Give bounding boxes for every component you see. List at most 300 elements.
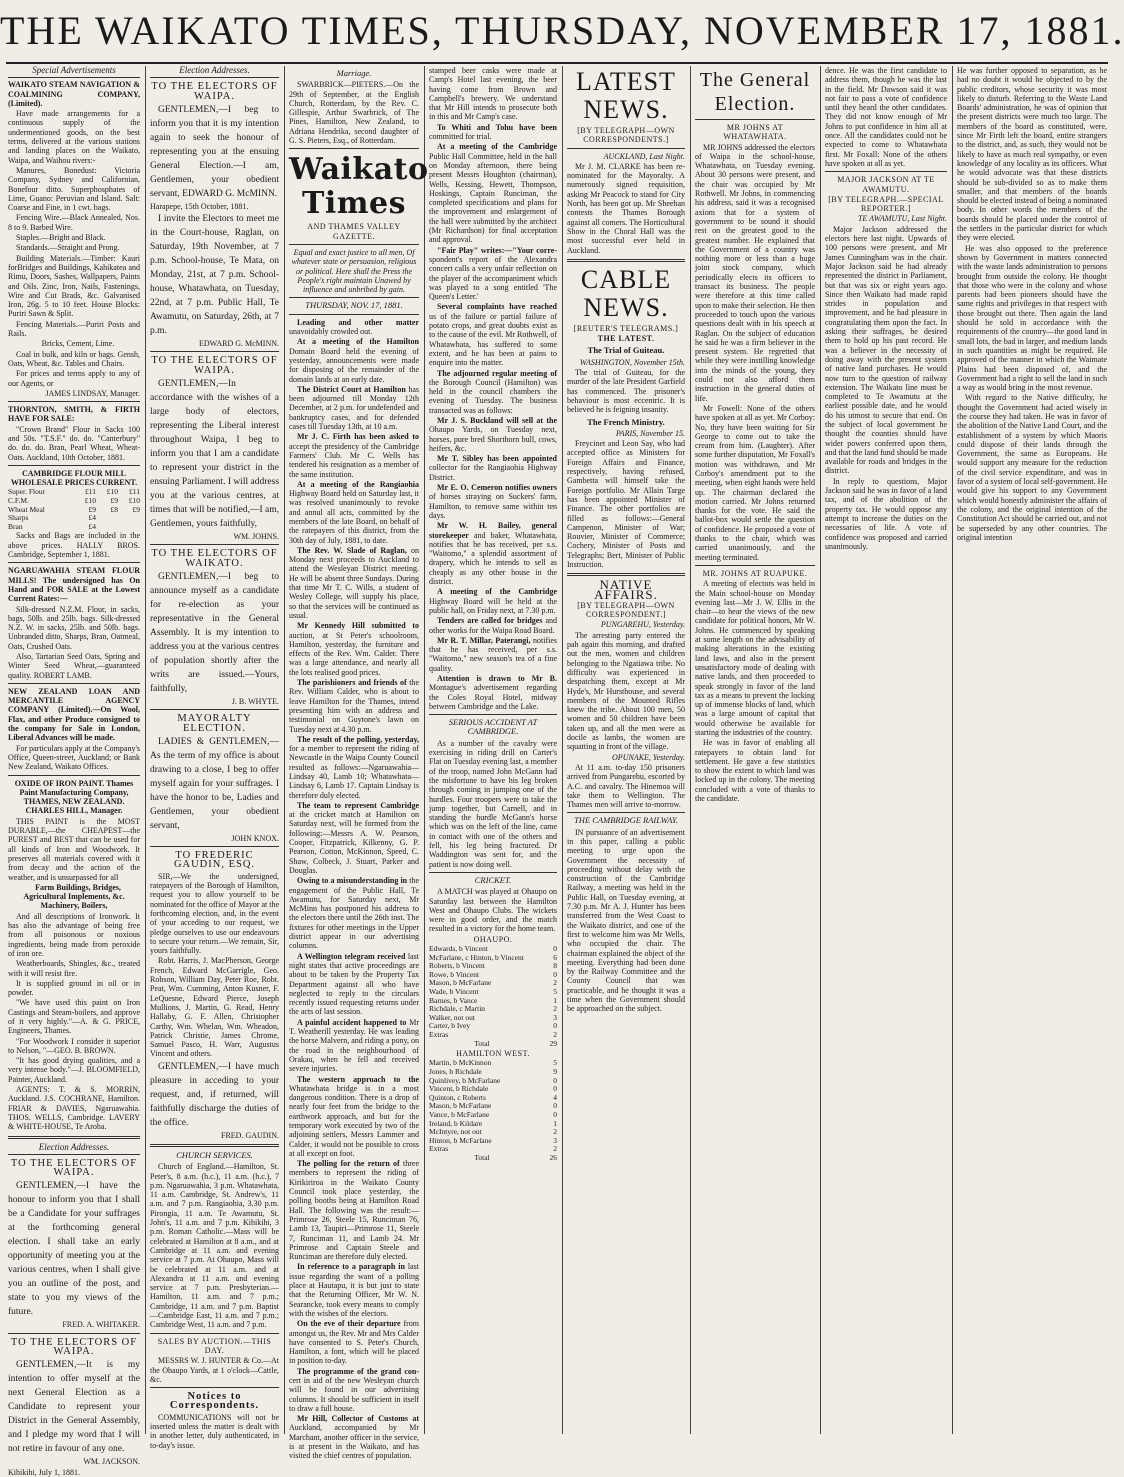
news-item <box>289 337 419 383</box>
ad-text: NGARUAWAHIA STEAM FLOUR MILLS! The undersigned has On Hand and FOR SALE at the Lowest Current Rates:— <box>8 566 140 604</box>
news-item <box>429 416 557 453</box>
news-item-text: spondent's report of the Alexandra concert calls a very unfair reflection on the player of the accompaniment which was played to a song entitled 'The Queen's Letter.' <box>429 254 557 302</box>
news-item-text: last issue regarding the want of a polling place at Hautapu, it is but just to state that the Returning Officer, Mr W. N. Searancke, took every means to comply with the wishes of the electors. <box>289 1262 420 1318</box>
news-item <box>429 142 557 244</box>
masthead-title: THE WAIKATO TIMES, THURSDAY, NOVEMBER 17, 1881. <box>0 8 1124 53</box>
ad-text: For particulars apply at the Company's Office, Queen-street, Auckland; or Bank New Zealand, Waikato Offices. <box>8 743 140 772</box>
article-body: Mr J. M. CLARKE has been re-nominated for the Mayoralty. A numerously signed requisition, asking Mr Peacock to stand for City North, has been got up. Mr Sheehan contests the Thames Borough against all comers. The Horticultural Show in the Choral Hall was the most successful ever held in Auckland. <box>567 161 685 255</box>
ad-text: "We have used this paint on Iron Castings and Steam-boilers, and approve of it very highly."—A. & G. PRICE, Engineers, Thames. <box>8 998 140 1036</box>
news-item <box>289 952 419 1017</box>
ad-text: "It has good drying qualities, and a very intense body."—J. BLOOMFIELD, Painter, Auckland. <box>8 1056 140 1084</box>
batsman-runs: 2 <box>553 978 557 988</box>
ad-text: THORNTON, SMITH, & FIRTH HAVE FOR SALE: <box>8 405 140 424</box>
news-item-text: stamped beer casks were made at Camp's Hotel last evening, the beer having come from Brown and Campbell's brewery. We understand that Mr Hill intends to prosecute both in this and Mr Camp's case. <box>429 66 557 122</box>
news-item <box>429 302 557 367</box>
news-item <box>289 1414 419 1460</box>
batsman-runs: 2 <box>553 1004 557 1014</box>
motto: Equal and exact justice to all men, Of whatever state or persuasion, religious or political. Here shall the Press the People's right maintain Unawed by influence and unbribed by gain. <box>291 247 417 295</box>
news-item-text: Mr T. Weatherill yesterday. He was leading the horse Malvern, and riding a pony, on the road in the neighbourhood of Orakau, when he fell and received severe injuries. <box>289 1017 419 1074</box>
divider <box>150 709 279 710</box>
news-item-text: three members to represent the riding of Kirikiriroa in the Waikato County Council took place yesterday, the polling booths being at Hamilton Road Hall. The following was the result:—Primrose 26, Steele 15, Runciman 76, Lamb 13, Taupiri—Primrose 11, Steele 7, Runciman 11, and Lamb 24. Mr Primrose and Captain Steele and Runciman are therefore duly elected. <box>289 1159 420 1262</box>
news-item-text: at the cricket match at Hamilton on Saturday next, will be formed from the following:—Messrs A. W. Pearson, Cooper, Fitzpatrick, Kilkenny, G. P. Pearson, Cotton, McKinnon, Speed, C. Shaw, Colbeck, J. Stuart, Parker and Douglas. <box>289 810 419 875</box>
dateline: AUCKLAND, Last Night. <box>603 151 685 161</box>
ad-text: Fencing Wire.—Black Annealed, Nos. 8 to 9. Barbed Wire. <box>8 213 140 232</box>
batsman-name: Edwards, b Vincent <box>429 944 488 954</box>
address-title: TO THE ELECTORS OF WAIPA. <box>10 1157 138 1179</box>
batsman-name: Vincent, b Richdale <box>429 1084 489 1094</box>
divider <box>567 812 685 813</box>
article-body: Mr Fowell: None of the others have spoken at all as yet. Mr Corboy: No, they have been waiting for Sir George to come out to take the cream from him. (Laughter). After some further disputation, Mr Foxall's motion was withdrawn, and Mr Corboy's amendment put to the meeting, when eight hands were held up. The chairman declared the motion carried. Mr Johns returned thanks for the vote. He said the ballot-box would settle the question of confidence. He proposed a vote of thanks to the chair, which was carried unanimously, and the meeting terminated. <box>695 403 815 562</box>
article-head: MAJOR JACKSON AT TE AWAMUTU. <box>837 175 935 194</box>
ad-text: Weatherboards, Shingles, &c., treated with it will resist fire. <box>8 959 140 978</box>
divider <box>429 714 557 715</box>
batsman-runs: 0 <box>553 1084 557 1094</box>
address-signature: EDWARD G. McMINN. <box>199 339 279 349</box>
news-item <box>429 674 557 711</box>
batsman-name: Quinlivey, b McFarlane <box>429 1075 501 1085</box>
newspaper-logo: Waikato Times <box>289 152 429 222</box>
ad-text: Standards.—Straight and Prong. <box>16 243 120 253</box>
signatories: Robt. Harris, J. MacPherson, George French, Edward McGarrigle, Geo. Robson, William Day, Peter Roe, Robt. Peat, Wm. Cumming, Anton Kusner, F. LeQuesne, Edward Pierce, Joseph Mullions, J. Martin, G. Read, Henry Hallaby, G. F. Allen, Christopher Carthy, Wm. Whelan, Wm. Wheadon, Patrick Christie, James Chrome, Samuel Pasco, H. Warr, Augustus Vincent and others. <box>150 956 279 1059</box>
news-item-lead: Leading and other matter <box>297 317 419 327</box>
total-runs: 26 <box>549 1152 557 1162</box>
table-cell: £9 <box>110 496 118 506</box>
article-body: The arresting party entered the pah again this morning, and drafted out the men, women and children belonging to the Ngatiawa tribe. No difficulty was experienced in despatching them, except at Mr Hyde's, Mr Hursthouse, and several members of the Mounted Rifles knew the tribe. About 100 men, 50 women and 50 children have been taken up, and all the men were as docile as lambs, the women are squatting in front of the village. <box>567 630 685 752</box>
ad-text: Silk-dressed N.Z.M. Flour, in sacks, bags, 50lb. and 25lb. bags. Silk-dressed N.Z. W. in sacks, 25lb. and 50lb. bags. Unbranded ditto, Sharps, Bran, Oatmeal, Oats, Crushed Oats. <box>8 604 140 651</box>
news-item-lead: The Rev. W. Slade of Raglan, <box>297 545 407 555</box>
batsman-runs: 1 <box>553 1118 557 1128</box>
news-item <box>289 432 419 478</box>
table-cell: Sharps <box>8 513 29 523</box>
divider <box>429 872 557 873</box>
address-body: GENTLEMEN,—In accordance with the wishes of a large body of electors, representing the Liberal interest throughout Waipa, I beg to inform you that I am a candidate to represent your district in the ensuing Parliament. I will address you at the various centres, at times that will be notified,—I am, Gentlemen, yours faithfully, <box>150 379 280 530</box>
news-item <box>429 616 557 635</box>
table-cell: £4 <box>88 521 96 531</box>
ad-text: Farm Buildings, Bridges, Agricultural Implements, &c. Machinery, Boilers, <box>23 882 125 911</box>
article-body: In reply to questions, Major Jackson said he was in favor of a land tax, and of the abolition of the property tax. He would oppose any attempt to increase the duties on the necessaries of life. A vote of confidence was proposed and carried unanimously. <box>825 476 947 551</box>
article-head: The French Ministry. <box>587 416 665 427</box>
divider <box>289 297 419 298</box>
news-item-text: Auckland, accompanied by Mr Marchant, another officer in the service, is at present in the Waikato, and has visited the chief centres of population. <box>289 1423 419 1461</box>
news-item-lead: Attention is drawn to Mr B. <box>437 674 557 683</box>
divider <box>150 846 279 847</box>
divider <box>567 259 685 262</box>
news-item <box>289 1159 419 1261</box>
article-body: IN pursuance of an advertisement in this paper, calling a public meeting to urge upon the Government the necessity of proceeding without delay with the construction of the Cambridge Railway, a meeting was held in the Public Hall, on Tuesday evening, at 7.30 p.m. Mr A. J. Hunter has been transferred from the West Coast to the Waikato district, and one of the first to welcome him was Mr Wells, who occupied the chair. The chairman explained the object of the meeting. Everything had been done by the Railway Committee and the County Council that was practicable, and he thought it was a time when the Government should be approached on the subject. <box>567 827 685 1014</box>
article-body: At 11 a.m. to-day 150 prisoners arrived from Pungarehu, escorted by A.C. and cavalry. The Hinemoa will take them to Wellington. The Thames men will arrive to-morrow. <box>567 762 685 810</box>
batsman-name: Jones, b Richdale <box>429 1067 482 1077</box>
ad-text: CAMBRIDGE FLOUR MILL WHOLESALE PRICES CURRENT. <box>10 468 138 488</box>
address-signature: WM. JACKSON. <box>83 1457 140 1467</box>
news-item-lead: On the eve of their departure <box>297 1319 401 1329</box>
table-cell: £11 <box>129 487 140 497</box>
news-item-text: notifies that he has received, per s.s. "Waitomo," new season's tea of a fine quality. <box>429 635 557 673</box>
column-6 <box>695 66 815 1434</box>
batsman-runs: 0 <box>553 944 557 954</box>
dateline: THURSDAY, NOV. 17, 1881. <box>305 300 403 311</box>
news-item-lead: At a meeting of the Hamilton <box>297 337 419 347</box>
article-head: The Trial of Guiteau. <box>587 345 665 356</box>
address-body: GENTLEMEN,—I have the honour to inform you that I shall be a Candidate for your suffrages at the forthcoming general election. I shall take an early opportunity of meeting you at the various centres, when I shall give you an outline of the post, and state to you my views of the future. <box>8 1181 140 1318</box>
news-item-lead: Mr J. C. Firth has been asked to <box>297 432 419 442</box>
ad-text: Staples.—Bright and Black. <box>16 233 106 243</box>
ad-text: Manures, Bonedust: Victoria Company, Sydney and Californian, Bonefour ditto. Superphosphates of Lime, Guano: Peruvian and Island. Salt: Coarse and Fine, in 1 cwt. bags. <box>8 165 140 213</box>
news-item-lead: Mr E. O. Cemeron notifies owners <box>437 483 557 493</box>
table-cell <box>96 514 118 523</box>
address-title: MAYORALTY ELECTION. <box>177 713 252 734</box>
news-item-lead: At a meeting of the Rangiaohia <box>297 479 419 489</box>
article-body: Major Jackson addressed the electors here last night. Upwards of 100 persons were present, and Mr James Cunningham was in the chair. Major Jackson said he had already represented the district in Parliament, but that was six or eight years ago. Since then Waikato had made rapid strides in population and improvement, and he had pleasure in congratulating them upon the fact. In asking their suffrages, he desired them to hold up his past record. He was a believer in the necessity of doing away with the present system of native land purchases. He would now turn to the question of railway extension. The Waikato line must be completed to Te Awamutu at the earliest possible date, and he would do his utmost to secure that end. On the subject of local government he thought the counties should have wider powers conferred upon them, and that the land fund should be made available for roads and bridges in the district. <box>825 224 947 476</box>
column-rule <box>562 66 563 1434</box>
batsman-runs: 5 <box>553 1058 557 1068</box>
news-item-lead: A meeting of the Cambridge <box>437 587 557 597</box>
news-item-text: Whatawhata bridge is in a most dangerous condition. There is a drop of nearly four feet from the bridge to the earthwork approach, and but for the temporary work executed by two of the adjoining settlers, Messrs Lammer and Calder, it would not be possible to cross at all except on foot. <box>289 1083 419 1158</box>
column-rule <box>424 66 425 1434</box>
divider <box>8 562 140 563</box>
section-title: Marriage. <box>336 68 372 78</box>
news-item-text: Highway Board held on Saturday last, it was resolved unanimously to revoke and annul all acts, committed by the members of the late Board, on behalf of the ratepayers of this district, from the 30th day of July, 1881, to date. <box>289 489 419 545</box>
ad-text: NEW ZEALAND LOAN AND MERCANTILE AGENCY COMPANY (Limited).—On Wool, Flax, and other Produce consigned to the company for Sale in London, Liberal Advances will be made. <box>8 686 140 743</box>
article-body: He was in favor of enabling all ratepayers to obtain land for settlement. He gave a few statistics to show the extent to which land was locked up in the colony. The meeting concluded with a vote of thanks to the candidate. <box>695 738 815 804</box>
address-body: GENTLEMEN,—It is my intention to offer myself at the next General Election as a Candidate to represent your District in the General Assembly, and I pledge my word that I will not retire in favour of any one. <box>8 1360 140 1455</box>
divider <box>8 1136 140 1139</box>
divider <box>150 1333 279 1334</box>
divider <box>289 244 419 245</box>
address-title: TO THE ELECTORS OF WAIKATO. <box>151 548 278 569</box>
ad-text: "For Woodwork I consider it superior to Nelson, "—GEO. B. BROWN. <box>8 1036 140 1055</box>
news-item-lead: In reference to a paragraph in <box>297 1262 405 1272</box>
table-cell: £4 <box>88 513 96 523</box>
flour-price-table <box>8 488 140 531</box>
section-title: NATIVE AFFAIRS. <box>594 577 658 602</box>
news-items <box>429 66 557 711</box>
news-item <box>289 621 419 677</box>
address-signature: FRED. GAUDIN. <box>221 1130 279 1140</box>
church-body: Church of England.—Hamilton, St. Peter's, 8 a.m. (h.c.), 11 a.m. (h.c.), 7 p.m. Ngaruawahia, 3 p.m. Whatawhata, 11 a.m. Cambridge, St. Andrew's, 11 a.m. and 7 p.m. Rangiaohia, 3.30 p.m. Pirongia, 11 a.m. Te Awamutu, St. John's, 11 a.m. and 7 p.m. Kihikihi, 3 p.m. Roman Catholic.—Mass will be celebrated at Hamilton at 8 a.m., and at Cambridge at 11 a.m. and evening service at 7 p.m. At Ohaupo, Mass will be celebrated at 11 a.m. and at Alexandra at 11 a.m. and evening service at 7 p.m. Presbyterian.—Hamilton, 11 a.m. and 7 p.m.; Cambridge, 11 a.m. and 7 p.m. Baptist—Cambridge East, 11 a.m. and 7 p.m.; Cambridge West, 11 a.m. and 7 p.m. <box>150 1162 279 1330</box>
article-body: A MATCH was played at Ohaupo on Saturday last between the Hamilton West and Ohaupo Clubs. The wickets were in good order, and the match resulted in a victory for the home team. <box>429 887 557 934</box>
auction-body: MESSRS W. J. HUNTER & Co.—At the Ohaupo Yards, at 1 o'clock—Cattle, &c. <box>150 1356 279 1384</box>
address-signature: JOHN KNOX. <box>231 833 279 843</box>
divider <box>567 573 685 576</box>
ad-text: Coal in bulk, and kiln or bags. Gensh, Oats, Wheat, &c. Tables and Chairs. <box>8 349 140 368</box>
batsman-name: Mason, b McFarlane <box>429 1101 492 1111</box>
batsman-name: Vance, b McFarlane <box>429 1110 490 1119</box>
column-rule <box>145 66 146 1434</box>
batsman-runs: 3 <box>553 1135 557 1145</box>
batsman-runs: 2 <box>553 1029 557 1039</box>
news-item <box>289 318 419 337</box>
batsman-runs: 6 <box>553 952 557 962</box>
news-item-text: unavoidably crowded out. <box>289 327 373 337</box>
news-item-lead: At a meeting of the Cambridge <box>437 142 557 152</box>
masthead-rule <box>6 62 1108 64</box>
batsman-name: Ireland, b Kildare <box>429 1118 483 1128</box>
batsman-name: Rowe, b Vincent <box>429 969 480 979</box>
address-body: GENTLEMEN,—I have much pleasure in acceding to your request, and, if returned, will faithfully discharge the duties of the office. <box>150 1061 279 1128</box>
table-cell: Super. Flour <box>8 487 46 497</box>
article-body: He was also opposed to the preference shown by Government in matters connected with the waste lands administration to persons brought from outside the colony. He thought that those who were in the colony and whose parents had been pioneers should have the same rights and privileges in that respect with those brought out there. Then again the land should be sold in accordance with the requirements of the country—the good land in small lots, the bad in larger, and medium lands in such quantities as might be required. He approved of the manner in which the Waimate Plains had been disposed of, and the Government had a right to sell the land in such a way as would bring in the most revenue. <box>957 243 1107 393</box>
article-body: dence. He was the first candidate to address them, though he was the last in the field. Mr Dawson said it was not fair to pass a vote of confidence until they heard the other candidates. They did not know enough of Mr Johns to put confidence in him all at once. All the candidates could not be expected to come to Whatawhata first. Mr Foxall: None of the others have spoken at all as yet. <box>825 66 947 168</box>
news-item <box>289 1367 419 1413</box>
news-item <box>429 587 557 615</box>
address-title: TO THE ELECTORS OF WAIPA. <box>10 1336 138 1358</box>
batsman-runs: 5 <box>553 986 557 996</box>
news-item <box>289 1075 419 1159</box>
batsman-name: Walker, not out <box>429 1012 475 1022</box>
address-body: GENTLEMEN,—I beg to announce myself as a candidate for re-election as your representative in the General Assembly. It is my intention to address you at the various centres of population shortly after the writs are issued.—Yours, faithfully, <box>150 571 279 694</box>
batsman-runs: 3 <box>553 1012 557 1022</box>
news-item <box>429 454 557 482</box>
news-item <box>289 801 419 875</box>
news-item-lead: Mr Hill, Collector of Customs at <box>297 1414 419 1424</box>
batsman-name: McIntyre, not out <box>429 1127 482 1137</box>
ad-text: Building Materials.—Timber: Kauri forBridges and Buildings, Kahikatea and Rimu, Doors, Sashes, Wallpapers, Paints and Oils. Zinc, Iron, Nails, Fastenings, Wire and Cut Brads, &c. Galvanised Iron, 26g. 5 to 10 feet. House Blocks: Puriri Sawn & Split. <box>8 253 140 319</box>
news-item-lead: Several complaints have reached <box>437 302 557 312</box>
table-cell <box>96 523 118 532</box>
dateline: PUNGAREHU, Yesterday. <box>600 620 685 630</box>
section-header: Election Addresses. <box>150 66 279 78</box>
news-item <box>289 480 419 545</box>
news-item <box>429 521 557 586</box>
divider <box>8 683 140 684</box>
section-subtitle: [BY TELEGRAPH—OWN CORRESPONDENT.] <box>577 600 675 620</box>
news-item-text: accept the presidency of the Cambridge Farmers' Club. Mr C. Wells has tendered his resignation as a member of the same institution. <box>289 441 419 479</box>
table-cell: £11 <box>85 487 96 497</box>
news-item <box>289 1319 419 1365</box>
news-item-text: auction, at St Peter's schoolroom, Hamilton, yesterday, the furniture and effects of the Rev. Wm. Calder. There was a large attendance, and nearly all the lots realised good prices. <box>289 630 419 677</box>
news-item-text: of horses straying on Suckers' farm, Hamilton, to remove same within ten days. <box>429 492 557 520</box>
total-label: Total <box>474 1038 490 1048</box>
divider <box>150 1144 279 1147</box>
address-date: Harapepe, 15th October, 1881. <box>150 201 249 211</box>
table-cell: £9 <box>88 504 96 514</box>
table-cell: £8 <box>110 504 118 514</box>
ad-text: And all descriptions of Ironwork. It has also the advantage of being free from all poisonous or noxious ingredients, being made from peroxide of iron ore. <box>8 911 140 958</box>
section-header: Election Addresses. <box>8 1143 140 1155</box>
batsman-runs: 2 <box>553 1144 557 1154</box>
address-body: GENTLEMEN,—I beg to inform you that it is my intention again to seek the honour of representing you at the ensuing General Election.—I am, Gentlemen, your obedient servant, EDWARD G. McMINN. <box>150 104 279 199</box>
ad-text: Have made arrangements for a continuous supply of the undermentioned goods, on the best terms, delivered at the various stations and landing places on the Waikato, Waipa, and Waihou rivers:- <box>8 109 140 165</box>
batsman-name: Roberts, b Vincent <box>429 961 485 971</box>
table-row <box>8 523 140 532</box>
news-item-text: last night states that active proceedings are about to be taken by the Property Tax Department against all who have neglected to reply to the circulars recently issued requesting returns under the acts of last session. <box>289 951 419 1017</box>
table-cell: £10 <box>84 496 96 506</box>
batsman-name: Carter, b Ivey <box>429 1021 471 1031</box>
dateline: PARIS, November 15. <box>615 428 685 438</box>
batsman-name: Richdale, c Martin <box>429 1004 486 1014</box>
news-item-text: on Monday next proceeds to Auckland to attend the Wesleyan District meeting. He will be absent three Sundays. During that time Mr T. C. Wills, a student of Wesley College, will supply his place, so that the services will be continued as usual. <box>289 545 420 620</box>
section-subtitle: THE LATEST. <box>597 334 655 344</box>
news-item-text: Public Hall Committee, held in the hall on Monday afternoon, there being present Messrs Houghton (chairman), Wells, Kessing, Hewett, Thompson, Hoskings, Captain Runciman, the completed specifications and plans for the improvement and enlargement of the hall were submitted by the architect (Mr Richardson) for final acceptation and approval. <box>429 151 557 245</box>
news-item-lead: A Wellington telegram received <box>297 951 406 961</box>
batsman-runs: 2 <box>553 1127 557 1137</box>
column-2 <box>150 65 280 1450</box>
ad-text: Fencing Materials.—Puriri Posts and Rails. <box>8 319 140 339</box>
table-cell: Wheat Meal <box>8 504 45 514</box>
column-rule <box>820 66 821 1434</box>
batsman-runs: 4 <box>553 1092 557 1102</box>
batsman-runs: 0 <box>553 1110 557 1119</box>
article-body: The trial of Guiteau, for the murder of the late President Garfield has commenced. The prisoner's behaviour is most eccentric. It is believed he is feigning insanity. <box>567 368 685 415</box>
batsman-runs: 9 <box>553 1067 557 1077</box>
article-head: MR JOHNS AT WHATAWHATA. <box>723 123 787 142</box>
batsman-runs: 0 <box>553 1021 557 1031</box>
address-title: TO FREDERIC GAUDIN, ESQ. <box>173 850 256 871</box>
news-item <box>429 246 557 302</box>
ad-text: "Crown Brand" Flour in Sacks 100 and 50s. "T.S.F." do. do. "Canterbury" do. do. do. Bran, Pearl Wheat, Wheat-Oats. Auckland, 10th October, 1881. <box>8 424 140 462</box>
address-title: TO THE ELECTORS OF WAIPA. <box>151 355 278 376</box>
table-cell: £10 <box>128 496 140 506</box>
ad-text: For prices and terms apply to any of our Agents, or <box>8 369 140 388</box>
news-item-lead: The parishioners and friends of <box>297 678 407 688</box>
news-item-text: from amongst us, the Rev. Mr and Mrs Calder have consented to S. Peter's Church, Hamilton, a font, which will be placed in position to-day. <box>289 1319 419 1366</box>
news-item <box>289 385 419 431</box>
divider <box>150 1387 279 1388</box>
article-body: Freycinet and Leon Say, who had accepted office as Ministers for Foreign Affairs and Finance, respectively, having refused, Gambetta will himself take the Foreign portfolio. Mr Allain Targe has been appointed Minister of Finance. The other portfolios are filled as follows:—General Campenon, Minister of War; Rouvier, Minister of Commerce; Cochery, Minister of Posts and Telegraphs; Bert, Minister of Public Instruction. <box>567 439 685 569</box>
news-item-text: and baker, Whatawhata, notifies that he has received, per s.s. "Waitomo," a splendid assortment of drapery, which he intends to sell as cheaply as any other house in the district. <box>429 530 557 587</box>
column-4 <box>429 66 557 1434</box>
table-cell: £10 <box>106 487 118 497</box>
news-item-text: and other works for the Waipa Road Board. <box>429 616 558 635</box>
divider <box>8 775 140 776</box>
news-item-lead: "Fair Play" writes:—"Your corre- <box>437 245 557 255</box>
batsman-name: Martin, b McKinnon <box>429 1058 492 1068</box>
table-row <box>429 1031 557 1040</box>
address-signature: WM. JOHNS. <box>233 532 279 542</box>
news-item <box>289 735 419 800</box>
news-item-text: has been adjourned till Monday 12th December, at 2 p.m. for undefended and bankruptcy cases, and for defended cases till Tuesday 13th, at 10 a.m. <box>289 384 420 432</box>
logo-subtitle: AND THAMES VALLEY GAZETTE. <box>307 222 401 241</box>
section-header: Special Advertisements <box>8 66 140 78</box>
divider <box>150 544 279 545</box>
section-subtitle: [REUTER'S TELEGRAMS.] <box>573 323 679 333</box>
section-subtitle: [BY TELEGRAPH—OWN CORRESPONDENTS.] <box>577 126 675 145</box>
news-item <box>429 123 557 142</box>
table-cell <box>118 523 140 532</box>
news-item-lead: The team to represent Cambridge <box>297 800 419 810</box>
news-item <box>429 636 557 673</box>
news-item-lead: A painful accident happened to <box>297 1017 407 1027</box>
article-body: With regard to the Native difficulty, he thought the Government had acted wisely in the course they had taken. He was in favor of the abolition of the Native Land Court, and the establishment of a system by which Maoris could dispose of their lands through the Government, the same as Europeans. He would support any measure for the reduction of the civil service expenditure, and was in favor of a system of local self-government. He would give his support to any Government which would honestly administer the affairs of the colony, and the original intention of the Constitution Act should be carried out, and not be superseded by any other countries. The original intention <box>957 393 1107 542</box>
total-row <box>429 1154 557 1163</box>
column-8 <box>957 66 1107 1434</box>
news-item <box>429 66 557 122</box>
batsman-runs: 8 <box>553 961 557 971</box>
masthead <box>0 2 1124 60</box>
ad-text: It is supplied ground in oil or in powder. <box>8 978 140 998</box>
address-body: LADIES & GENTLEMEN,—As the term of my office is about drawing to a close, I beg to offer myself again for your suffrages. I have the honor to be, Ladies and Gentlemen, your obedient servant, <box>150 736 279 831</box>
dateline: TE AWAMUTU, Last Night. <box>857 214 947 224</box>
batsman-name: Mason, b McFarlane <box>429 978 492 988</box>
total-runs: 29 <box>549 1038 557 1048</box>
batsman-runs: 0 <box>553 1101 557 1111</box>
ad-text: Sacks and Bags are included in the above prices. HALLY BROS. Cambridge, September 1, 1881. <box>8 531 140 560</box>
section-title: SERIOUS ACCIDENT AT CAMBRIDGE. <box>448 717 538 737</box>
news-item-text: cert in aid of the new Wesleyan church will be found in our advertising columns. It should be sufficient in itself to draw a full house. <box>289 1376 419 1413</box>
table-row <box>8 514 140 523</box>
article-subhead: [BY TELEGRAPH.—SPECIAL REPORTER.] <box>828 194 944 214</box>
news-item-text: for a member to represent the riding of Newcastle in the Waipa County Council resulted as follows:—Ngaruawahia—Lindsay 40, Lamb 10; Whatawhata—Lindsay 6, Lamb 17. Captain Lindsay is therefore duly elected. <box>289 744 419 800</box>
ad-text: OXIDE OF IRON PAINT. Thames Paint Manufacturing Company, THAMES, NEW ZEALAND. CHARLES HILL, Manager. <box>14 778 134 816</box>
batsman-runs: 1 <box>553 995 557 1005</box>
section-title: CHURCH SERVICES. <box>176 1149 253 1160</box>
batsman-runs: 0 <box>553 969 557 979</box>
news-item-lead: The result of the polling, yesterday, <box>297 734 419 744</box>
news-item-lead: Owing to a misunderstanding in <box>297 876 408 886</box>
batsman-name: Extras <box>429 1144 449 1154</box>
batsman-name: Extras <box>429 1029 449 1039</box>
scorecard-table <box>429 945 557 1048</box>
dateline: OPUNAKE, Yesterday. <box>612 752 685 762</box>
section-title: SALES BY AUCTION.—THIS DAY. <box>157 1336 272 1355</box>
news-item <box>289 1262 419 1318</box>
section-title: CABLE NEWS. <box>580 264 672 322</box>
news-item <box>289 876 419 950</box>
section-title: The General Election. <box>699 69 811 115</box>
news-item-text: the Borough Council (Hamilton) was held in the council chambers the evening of Tuesday. The business transacted was as follows: <box>429 377 557 415</box>
article-body: A meeting of electors was held in the Main school-house on Monday evening last—Mr J. W. Ellis in the chair—to hear the views of the new candidate for political honors, Mr W. Johns. He commenced by speaking at some length on the advisability of making alterations in the existing land laws, and also in the present unsatisfactory mode of dealing with native lands, and then proceeded to speak strongly in favor of the land tax as a means to prevent the locking up of immense blocks of land, which was a large amount of capital that would otherwise be available for starting the industries of the country. <box>695 579 815 737</box>
article-head: MR. JOHNS AT RUAPUKE. <box>702 568 808 578</box>
news-item-text: Domain Board held the evening of yesterday, announcements were made for disposing of the remainder of the domain lands at an early date. <box>289 346 419 384</box>
section-title: THE CAMBRIDGE RAILWAY. <box>574 815 678 826</box>
news-item-lead: Mr T. Sibley has been appointed <box>437 454 557 464</box>
news-item-lead: Mr J. S. Buckland will sell at the <box>437 415 557 425</box>
total-row <box>429 1040 557 1049</box>
news-item-text: committed for trial. <box>429 132 492 142</box>
table-cell: £9 <box>132 504 140 514</box>
divider <box>8 1333 140 1334</box>
ad-text: Bricks, Cement, Lime. <box>41 339 115 349</box>
column-1 <box>8 65 140 1477</box>
table-row <box>429 1145 557 1154</box>
column-rule <box>690 66 691 1434</box>
batsman-runs: 0 <box>553 1075 557 1085</box>
divider <box>8 465 140 466</box>
news-item <box>289 1018 419 1074</box>
section-title: LATEST NEWS. <box>576 67 676 124</box>
news-item <box>429 369 557 415</box>
news-item-text: Highway Board will be held at the public hall, on Friday next, at 7.30 p.m. <box>429 596 557 615</box>
section-title: Notices to Correspondents. <box>169 1391 260 1412</box>
news-item-lead: The western approach to the <box>297 1074 419 1084</box>
news-item-text: Ohaupo Yards, on Tuesday next, horses, pure bred Shorthorn bull, cows, heifers, &c. <box>429 425 557 453</box>
news-item-lead: Tenders are called for bridges <box>437 616 543 626</box>
news-item-lead: The District Court at Hamilton <box>297 384 406 394</box>
batsman-name: Quinton, c Roberts <box>429 1092 486 1102</box>
table-cell: Bran <box>8 521 23 531</box>
article-body: MR JOHNS addressed the electors of Waipa in the school-house, Whatawhata, on Tuesday evening. About 30 persons were present, and the chair was occupied by Mr Rothwell. Mr Johns, in commencing his address, said it was a recognised axiom that for a system of government to be sound it should rest on the greatest good to the greatest number. He explained that the Government of a country was nothing more or less than a huge joint stock company, which periodically elects its officers to transact its business. The people were therefore at this time called upon to make their selection. He then proceeded to touch upon the various questions dealt with in his speech at Raglan. On the subject of education he said he was a firm believer in the present system. He regretted that while they were instilling knowledge into the minds of the young, they could not also afford them instruction in the general duties of life. <box>695 142 815 403</box>
column-rule <box>284 66 285 1434</box>
news-item-text: us of the failure or partial failure of potato crops, and great doubts exist as to the cause of the evil. Mr Rothwell, of Whatawhata, has suffered to some extent, and he has been at pains to enquire into the matter. <box>429 311 557 368</box>
news-item-text: the Rev. William Calder, who is about to leave Hamilton for the Thames, intend presenting him with an address and testimonial on Guytone's lawn on Tuesday next at 4.30 p.m. <box>289 678 419 734</box>
team-label: HAMILTON WEST. <box>456 1049 530 1059</box>
news-item-lead: To Whiti and Tohu have been <box>437 122 557 132</box>
section-title: CRICKET. <box>474 874 512 885</box>
news-item-lead: The adjourned regular meeting of <box>437 368 557 378</box>
table-row <box>429 1137 557 1146</box>
news-item-lead: Mr R. T. Millar, Paterangi, <box>437 635 531 645</box>
divider <box>695 119 815 120</box>
marriage-notice: SWARBRICK—PIETERS.—On the 29th of September, at the English Church, Rotterdam, by the Rev. C. Gillespie, Arthur Swarbrick, of The Pines, Hamilton, New Zealand, to Adriana Hendrika, second daughter of G. S. Pieters, Esq., of Rotterdam. <box>289 80 419 146</box>
divider <box>150 351 279 352</box>
news-item-lead: The polling for the return of <box>297 1159 400 1169</box>
news-item-lead: Mr Kennedy Hill submitted to <box>297 621 419 631</box>
divider <box>8 401 140 402</box>
ad-text: WAIKATO STEAM NAVIGATION & COALMINING COMPANY, (Limited). <box>8 80 140 108</box>
article-body: He was further opposed to separation, as he had no doubt it would be objected to by the public creditors, whose security it was most likely to disturb. Referring to the Waste Land Boards' administration, he was of opinion that the present districts were much too large. The members of the board as constituted, were, since Mr Firth left the board, entire strangers to the district, and, as such, they would not be likely to have as much real sympathy, or even knowledge of any locality as its officers. What he would advocate was that these districts should be sub-divided so as to make them smaller, and that members of the boards should be elected instead of being a nominated body. In other words the members of the boards should be placed under the control of the settlers in the particular district for which they were elected. <box>957 66 1107 243</box>
news-items <box>289 318 419 1461</box>
address-signature: J. B. WHYTE. <box>231 696 279 706</box>
